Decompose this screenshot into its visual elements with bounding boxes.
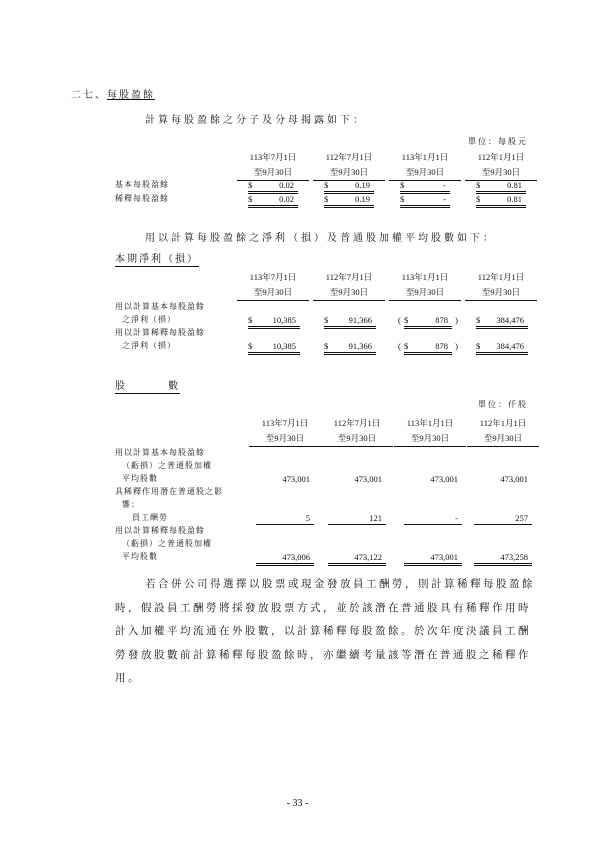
currency-symbol: $: [476, 341, 481, 351]
section-title: [71, 86, 155, 101]
t3-col-4: [467, 416, 539, 447]
t3-col-2: [321, 416, 393, 447]
sh-basic-value: 473,001: [500, 474, 528, 484]
sh-comp-cell: [404, 512, 462, 525]
eps-diluted-cell: [324, 193, 374, 208]
eps-basic-cell: [400, 179, 450, 194]
ni-diluted-label-1: 用以計算稀釋每股盈餘: [115, 328, 205, 337]
sh-basic-cell: [256, 473, 314, 485]
t3-col-1-line1: 113年7月1日: [261, 418, 309, 428]
sh-basic-cell: [404, 473, 462, 485]
sh-diluted-cell: [328, 551, 386, 566]
ni-diluted-cell: [398, 340, 458, 355]
t2-col-4-line2: 至9月30日: [465, 285, 537, 301]
eps-basic-cell: [476, 179, 526, 194]
paren-open: (: [398, 315, 401, 325]
ni-basic-cell: [476, 314, 528, 329]
t2-col-1-line2: 至9月30日: [237, 285, 309, 301]
unit-label-shares: 單位：仟股: [478, 400, 528, 409]
sh-diluted-label-2: （虧損）之普通股加權: [122, 539, 212, 548]
unit-label-eps: 單位：每股元: [468, 137, 528, 146]
sh-diluted-value: 473,006: [282, 552, 310, 562]
currency-symbol: $: [248, 341, 253, 351]
paren-open: (: [398, 341, 401, 351]
t2-col-4: [465, 270, 537, 301]
sh-comp-value: -: [455, 513, 458, 523]
sh-comp-value: 257: [515, 513, 528, 523]
ni-diluted-cell: [248, 340, 300, 355]
currency-symbol: $: [476, 315, 481, 325]
ni-diluted-cell: [324, 340, 376, 355]
section-heading: 每股盈餘: [107, 90, 155, 101]
t1-col-3-line1: 113年1月1日: [401, 152, 449, 162]
sh-diluted-value: 473,258: [500, 552, 528, 562]
sh-diluted-cell: [474, 551, 532, 566]
sh-comp-label: 員工酬勞: [132, 513, 168, 522]
sh-dilutive-label-1: 具稀釋作用潛在普通股之影: [115, 487, 223, 496]
t2-col-4-line1: 112年1月1日: [477, 272, 525, 282]
t1-col-2-line1: 112年7月1日: [325, 152, 373, 162]
t1-col-3-line2: 至9月30日: [389, 165, 461, 181]
t3-col-3-line2: 至9月30日: [394, 431, 466, 447]
ni-diluted-value: 878: [435, 341, 448, 351]
shares-subtitle: [115, 377, 180, 394]
t1-col-1-line1: 113年7月1日: [249, 152, 297, 162]
paren-close: ): [455, 341, 458, 351]
sh-diluted-value: 473,001: [430, 552, 458, 562]
sh-diluted-cell: [404, 551, 462, 566]
ni-basic-value: 384,476: [496, 315, 524, 325]
sh-comp-value: 5: [305, 513, 310, 523]
sh-basic-label-3: 平均股數: [122, 474, 158, 483]
sh-diluted-label-1: 用以計算稀釋每股盈餘: [115, 526, 205, 535]
t3-col-4-line2: 至9月30日: [467, 431, 539, 447]
t3-col-3: [394, 416, 466, 447]
currency-symbol: $: [248, 194, 253, 204]
ni-diluted-cell: [476, 340, 528, 355]
t2-col-2-line2: 至9月30日: [313, 285, 385, 301]
eps-diluted-value: 0.02: [279, 194, 294, 204]
t1-col-1: [237, 150, 309, 181]
sh-comp-cell: [256, 512, 314, 525]
t3-col-1: [249, 416, 321, 447]
t2-col-3: [389, 270, 461, 301]
t2-col-3-line2: 至9月30日: [389, 285, 461, 301]
currency-symbol: $: [324, 315, 329, 325]
sh-basic-cell: [328, 473, 386, 485]
intro-text-1: 計算每股盈餘之分子及分母揭露如下：: [145, 115, 366, 126]
sh-basic-value: 473,001: [430, 474, 458, 484]
ni-basic-value: 878: [435, 315, 448, 325]
ni-diluted-label-2: 之淨利（損）: [122, 341, 176, 350]
eps-diluted-value: 0.19: [355, 194, 370, 204]
eps-basic-value: 0.02: [279, 180, 294, 190]
currency-symbol: $: [476, 194, 481, 204]
ni-basic-label-1: 用以計算基本每股盈餘: [115, 302, 205, 311]
t3-col-1-line2: 至9月30日: [249, 431, 321, 447]
eps-basic-value: -: [443, 180, 446, 190]
t3-col-3-line1: 113年1月1日: [406, 418, 454, 428]
ni-basic-cell: [398, 314, 458, 329]
t2-col-2: [313, 270, 385, 301]
currency-symbol: $: [324, 180, 329, 190]
shares-subtitle-b: 數: [168, 381, 178, 392]
sh-basic-cell: [474, 473, 532, 485]
currency-symbol: $: [248, 315, 253, 325]
sh-diluted-value: 473,122: [354, 552, 382, 562]
eps-diluted-label: 稀釋每股盈餘: [115, 194, 169, 203]
paren-close: ): [455, 315, 458, 325]
currency-symbol: $: [404, 315, 409, 325]
t2-col-1: [237, 270, 309, 301]
currency-symbol: $: [324, 341, 329, 351]
t2-col-2-line1: 112年7月1日: [325, 272, 373, 282]
currency-symbol: $: [404, 341, 409, 351]
currency-symbol: $: [476, 180, 481, 190]
t2-col-1-line1: 113年7月1日: [249, 272, 297, 282]
sh-comp-cell: [474, 512, 532, 525]
sh-diluted-label-3: 平均股數: [122, 552, 158, 561]
t1-col-2: [313, 150, 385, 181]
currency-symbol: $: [400, 194, 405, 204]
eps-basic-value: 0.81: [507, 180, 522, 190]
eps-diluted-cell: [476, 193, 526, 208]
eps-diluted-value: -: [443, 194, 446, 204]
ni-basic-cell: [248, 314, 300, 329]
shares-subtitle-a: 股: [115, 381, 125, 392]
eps-basic-cell: [324, 179, 374, 194]
ni-basic-value: 10,385: [272, 315, 296, 325]
ni-diluted-value: 10,385: [272, 341, 296, 351]
currency-symbol: $: [400, 180, 405, 190]
sh-comp-cell: [328, 512, 386, 525]
eps-basic-label: 基本每股盈餘: [115, 180, 169, 189]
page-number: - 33 -: [286, 798, 309, 809]
eps-diluted-cell: [248, 193, 298, 208]
section-number: 二七、: [71, 90, 107, 101]
ni-diluted-value: 91,366: [348, 341, 372, 351]
t3-col-4-line1: 112年1月1日: [479, 418, 527, 428]
ni-basic-label-2: 之淨利（損）: [122, 315, 176, 324]
ni-diluted-value: 384,476: [496, 341, 524, 351]
sh-diluted-cell: [256, 551, 314, 566]
sh-dilutive-label-2: 響：: [122, 500, 140, 509]
eps-basic-cell: [248, 179, 298, 194]
t1-col-2-line2: 至9月30日: [313, 165, 385, 181]
sh-basic-value: 473,001: [282, 474, 310, 484]
t3-col-2-line2: 至9月30日: [321, 431, 393, 447]
currency-symbol: $: [324, 194, 329, 204]
explanatory-paragraph: 若合併公司得選擇以股票或現金發放員工酬勞，則計算稀釋每股盈餘時，假設員工酬勞將採發放股票方式，並於該潛在普通股具有稀釋作用時計入加權平均流通在外股數，以計算稀釋每股盈餘。於次年度決議員工酬勞發放股數前計算稀釋每股盈餘時，亦繼續考量該等潛在普通股之稀釋作用。: [115, 579, 535, 684]
t1-col-1-line2: 至9月30日: [237, 165, 309, 181]
sh-basic-label-2: （虧損）之普通股加權: [122, 461, 212, 470]
sh-basic-value: 473,001: [354, 474, 382, 484]
t1-col-4: [465, 150, 537, 181]
eps-basic-value: 0.19: [355, 180, 370, 190]
t2-col-3-line1: 113年1月1日: [401, 272, 449, 282]
sh-comp-value: 121: [369, 513, 382, 523]
eps-diluted-value: 0.81: [507, 194, 522, 204]
t1-col-4-line2: 至9月30日: [465, 165, 537, 181]
ni-basic-value: 91,366: [348, 315, 372, 325]
ni-basic-cell: [324, 314, 376, 329]
intro-text-2: 用以計算每股盈餘之淨利（損）及普通股加權平均股數如下：: [145, 233, 496, 244]
t1-col-4-line1: 112年1月1日: [477, 152, 525, 162]
currency-symbol: $: [248, 180, 253, 190]
net-income-subtitle: 本期淨利（損）: [115, 250, 199, 267]
eps-diluted-cell: [400, 193, 450, 208]
sh-basic-label-1: 用以計算基本每股盈餘: [115, 448, 205, 457]
t3-col-2-line1: 112年7月1日: [333, 418, 381, 428]
t1-col-3: [389, 150, 461, 181]
